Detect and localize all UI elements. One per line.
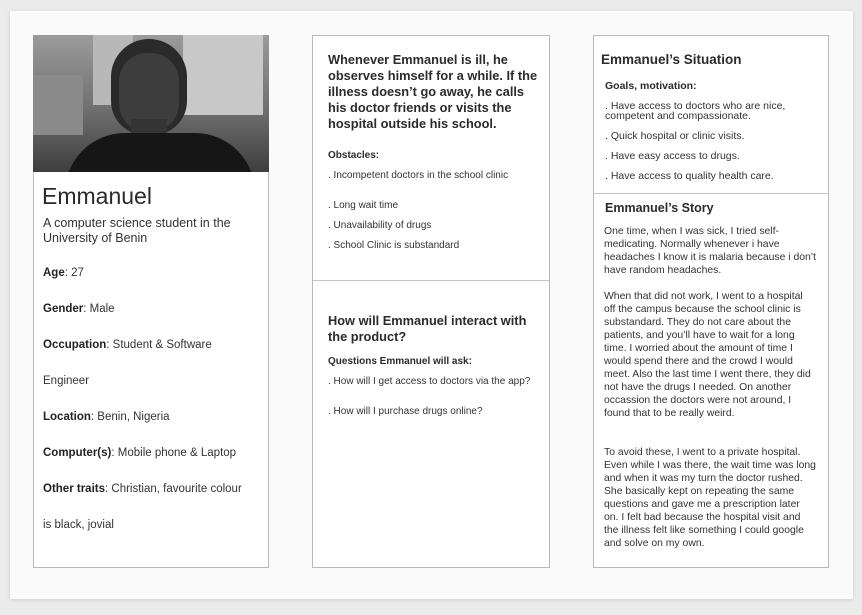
obstacles-heading: Obstacles: [328, 150, 380, 161]
fact-other-traits: Other traits: Christian, favourite colour [43, 483, 242, 495]
interaction-heading: How will Emmanuel interact with the product? [328, 313, 527, 344]
story-heading: Emmanuel’s Story [605, 201, 714, 215]
fact-other-traits-cont: is black, jovial [43, 519, 114, 531]
story-paragraph: One time, when I was sick, I tried self-medicating. Normally whenever i have headaches I know it is malaria because i don’t have random headaches. [604, 226, 816, 276]
behaviour-card [312, 35, 550, 568]
obstacle-item: . Incompetent doctors in the school clinic [328, 170, 509, 181]
goal-item: . Have easy access to drugs. [605, 150, 740, 162]
goals-heading: Goals, motivation: [605, 80, 697, 92]
goal-item: . Have access to quality health care. [605, 170, 774, 182]
behaviour-summary: Whenever Emmanuel is ill, he observes himself for a while. If the illness doesn’t go away, he calls his doctor friends or visits the hospital outside his school. [328, 52, 538, 131]
obstacle-item: . School Clinic is substandard [328, 240, 460, 251]
situation-heading: Emmanuel’s Situation [601, 52, 742, 67]
profile-photo [33, 35, 269, 172]
goal-item: . Quick hospital or clinic visits. [605, 130, 745, 142]
persona-bio: A computer science student in the University of Benin [43, 216, 231, 245]
story-paragraph: To avoid these, I went to a private hospital. Even while I was there, the wait time was long and when it was my turn the doctor rushed. She basically kept on repeating the same questions and gave me a prescription later on. I felt bad because the hospital visit and the illness felt like something I could google and solve on my own. [604, 447, 816, 549]
section-divider [313, 280, 549, 281]
obstacle-item: . Unavailability of drugs [328, 220, 432, 231]
fact-occupation: Occupation: Student & Software [43, 339, 212, 351]
fact-location: Location: Benin, Nigeria [43, 411, 170, 423]
fact-computers: Computer(s): Mobile phone & Laptop [43, 447, 237, 459]
fact-age: Age: 27 [43, 267, 84, 279]
persona-facts [43, 263, 265, 551]
section-divider [594, 193, 828, 194]
fact-gender: Gender: Male [43, 303, 115, 315]
obstacle-item: . Long wait time [328, 200, 399, 211]
question-item: . How will I get access to doctors via the app? [328, 376, 531, 387]
fact-occupation-cont: Engineer [43, 375, 90, 387]
story-paragraph: When that did not work, I went to a hospital off the campus because the school clinic is substandard. They do not care about the patients, and you’ll have to wait for a long time. I worried about the amount of time I would spend there and the crowd I would meet. Also the last time I went there, they did not have the drugs I needed. On another occassion the doctors were not around, I found that to be really weird. [604, 291, 811, 419]
question-item: . How will I purchase drugs online? [328, 406, 483, 417]
situation-card [593, 35, 829, 568]
profile-card [33, 35, 269, 568]
questions-heading: Questions Emmanuel will ask: [328, 356, 472, 367]
persona-name: Emmanuel [42, 183, 152, 209]
goal-item: . Have access to doctors who are nice, competent and compassionate. [605, 100, 786, 122]
